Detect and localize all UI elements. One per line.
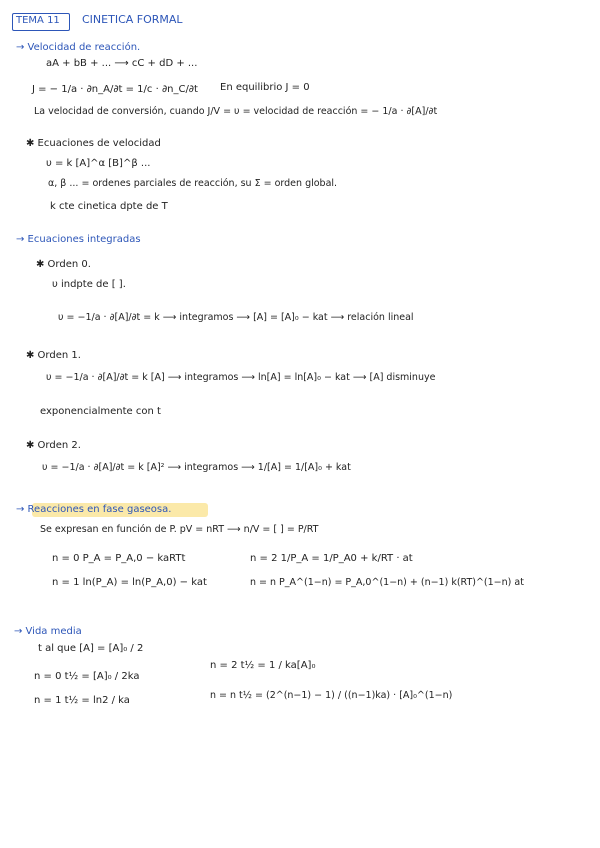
rate-constant-note: k cte cinetica dpte de T — [50, 201, 168, 212]
partial-orders-note: α, β ... = ordenes parciales de reacción, su Σ = orden global. — [48, 178, 338, 189]
section-vida-media-heading: → Vida media — [14, 626, 82, 637]
half-life-order2: n = 2 t½ = 1 / ka[A]₀ — [210, 660, 316, 671]
order0-equation: υ = −1/a · ∂[A]/∂t = k ⟶ integramos ⟶ [A] = [A]₀ − kat ⟶ relación lineal — [58, 312, 414, 323]
gas-pressure-relation: Se expresan en función de P. pV = nRT ⟶ n/V = [ ] = P/RT — [40, 524, 319, 535]
order1-equation: υ = −1/a · ∂[A]/∂t = k [A] ⟶ integramos ⟶ ln[A] = ln[A]₀ − kat ⟶ [A] disminuye — [46, 372, 436, 383]
page-title: CINETICA FORMAL — [82, 13, 183, 26]
rate-definition: J = − 1/a · ∂n_A/∂t = 1/c · ∂n_C/∂t — [32, 84, 198, 95]
half-life-ordern: n = n t½ = (2^(n−1) − 1) / ((n−1)ka) · [A]₀^(1−n) — [210, 690, 453, 701]
order2-heading: ✱ Orden 2. — [26, 440, 81, 451]
conversion-rate-line: La velocidad de conversión, cuando J/V = υ = velocidad de reacción = − 1/a · ∂[A]/∂t — [34, 106, 438, 117]
rate-law: υ = k [A]^α [B]^β ... — [46, 158, 151, 169]
half-life-order0: n = 0 t½ = [A]₀ / 2ka — [34, 671, 140, 682]
section-ecuaciones-velocidad-heading: ✱ Ecuaciones de velocidad — [26, 138, 161, 149]
tema-label: TEMA 11 — [16, 15, 60, 26]
gas-order0: n = 0 P_A = P_A,0 − kaRTt — [52, 553, 186, 564]
equilibrium-note: En equilibrio J = 0 — [220, 82, 310, 93]
gas-order2: n = 2 1/P_A = 1/P_A0 + k/RT · at — [250, 553, 413, 564]
gas-order1: n = 1 ln(P_A) = ln(P_A,0) − kat — [52, 577, 207, 588]
order1-note: exponencialmente con t — [40, 406, 161, 417]
half-life-order1: n = 1 t½ = ln2 / ka — [34, 695, 130, 706]
order0-heading: ✱ Orden 0. — [36, 259, 91, 270]
gas-ordern: n = n P_A^(1−n) = P_A,0^(1−n) + (n−1) k(RT)^(1−n) at — [250, 577, 524, 588]
section-velocidad-heading: → Velocidad de reacción. — [16, 42, 141, 53]
section-gas-heading: → Reacciones en fase gaseosa. — [16, 504, 172, 515]
order1-heading: ✱ Orden 1. — [26, 350, 81, 361]
section-integradas-heading: → Ecuaciones integradas — [16, 234, 141, 245]
half-life-definition: t al que [A] = [A]₀ / 2 — [38, 643, 144, 654]
order2-equation: υ = −1/a · ∂[A]/∂t = k [A]² ⟶ integramos ⟶ 1/[A] = 1/[A]₀ + kat — [42, 462, 351, 473]
order0-independence: υ indpte de [ ]. — [52, 279, 126, 290]
reaction-equation: aA + bB + ... ⟶ cC + dD + ... — [46, 58, 198, 69]
